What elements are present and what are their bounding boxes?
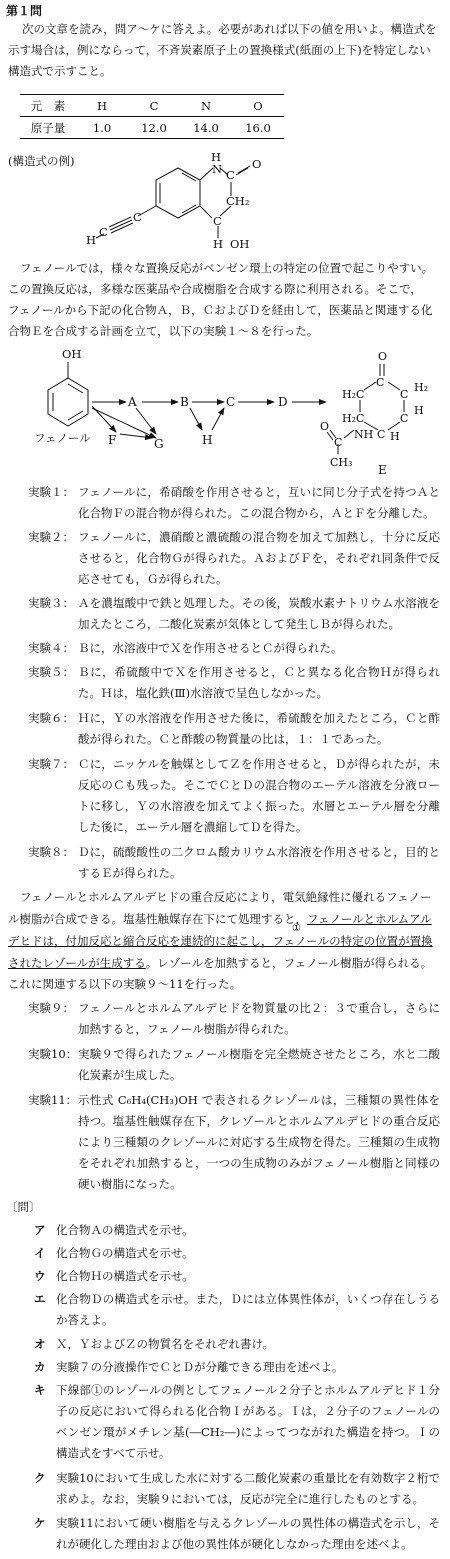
experiment-label: 実験１： (28, 485, 74, 499)
atom-label: CH₂ (226, 194, 250, 208)
atom-label: H (213, 237, 224, 251)
experiment-6 (28, 708, 440, 750)
element-cell: C (149, 98, 159, 113)
question-label: ア (34, 1223, 46, 1237)
mass-cell: 1.0 (92, 120, 112, 135)
underlined-text: フェノールの特定の位置が置換 (272, 934, 433, 948)
experiment-label: 実験３： (28, 596, 74, 610)
question-a (34, 1220, 440, 1241)
atom-label: C (377, 428, 386, 441)
experiment-2 (28, 527, 440, 590)
reaction-scheme-diagram (20, 342, 430, 478)
paragraph-line: 合物Ｅを合成する計画を立て，以下の実験１～８を行った。 (8, 324, 319, 338)
mass-cell: 14.0 (193, 120, 219, 135)
experiment-label: 実験７： (28, 757, 74, 771)
experiment-label: 実験２： (28, 530, 74, 544)
example-structure-diagram (80, 148, 310, 256)
atom-label: NH (354, 428, 374, 441)
experiment-text: Ｄに，硫酸酸性の二クロム酸カリウム水溶液を作用させると，目的とするＥが得られた。 (78, 845, 440, 880)
question-label: ウ (34, 1269, 46, 1283)
question-text: Ｘ，ＹおよびＺの物質名をそれぞれ書け。 (56, 1337, 275, 1351)
question-ki (34, 1380, 440, 1464)
compound-f-label: F (108, 433, 117, 447)
experiment-8 (28, 842, 440, 884)
mass-cell: 12.0 (141, 120, 167, 135)
atom-label: C (400, 412, 409, 425)
experiment-3 (28, 593, 440, 635)
experiment-9 (28, 998, 440, 1040)
experiment-label: 実験５： (28, 665, 74, 679)
experiment-text: Ｈに，Ｙの水溶液を作用させた後に，希硫酸を加えたところ，Ｃと酢酸が得られた。Ｃと酢酸の物質量の比は，１：１であった。 (78, 711, 440, 746)
question-ku (34, 1468, 440, 1510)
experiment-10 (28, 1044, 440, 1086)
underlined-text: フェノールとホルムアル (307, 912, 432, 926)
underlined-text: されたレゾールが生成する (8, 956, 146, 970)
question-label: ク (34, 1471, 46, 1485)
question-text: 化合物Ａの構造式を示せ。 (56, 1223, 194, 1237)
question-i (34, 1243, 440, 1264)
experiment-11 (28, 1090, 440, 1195)
element-cell: N (200, 98, 212, 113)
question-text: 化合物Ｇの構造式を示せ。 (56, 1246, 194, 1260)
paragraph-line: これに関連する以下の実験９～11を行った。 (8, 977, 242, 991)
atom-label: N (212, 162, 223, 176)
atom-label: H (211, 150, 222, 164)
intro-line: 構造式で示すこと。 (8, 64, 112, 78)
experiment-text: 示性式 C₆H₄(CH₃)OH で表されるクレゾールは，三種類の異性体を持つ。塩基性触媒存在下，クレゾールとホルムアルデヒドの重合反応により三種類のクレゾールに対応する生成物を得た。三種類の生成物をそれぞれ加熱すると，一つの生成物のみがフェノール樹脂と同様の硬い樹脂になった。 (78, 1093, 440, 1191)
atomic-mass-table (20, 94, 284, 139)
compound-c-label: C (226, 395, 236, 409)
element-header: 元 素 (30, 98, 66, 113)
compound-d-label: D (278, 395, 288, 409)
atom-label: H₂ (414, 381, 429, 394)
compound-e-label: E (378, 463, 387, 477)
question-text: 化合物Ｄの構造式を示せ。また，Ｄには立体異性体が，いくつ存在しうるか答えよ。 (56, 1292, 440, 1327)
experiment-7 (28, 754, 440, 838)
element-cell: H (96, 98, 108, 113)
atom-label: O (252, 157, 262, 171)
experiment-text: フェノールとホルムアルデヒドを物質量の比２：３で重合し，さらに加熱すると，フェノール樹脂が得られた。 (78, 1001, 440, 1036)
experiment-label: 実験８： (28, 845, 74, 859)
question-text: 化合物Ｈの構造式を示せ。 (56, 1269, 194, 1283)
experiment-label: 実験４： (28, 641, 74, 655)
atom-label: C (133, 210, 142, 224)
compound-b-label: B (180, 395, 189, 409)
mass-cell: 16.0 (245, 120, 271, 135)
experiment-5 (28, 662, 440, 704)
experiment-text: フェノールに，希硝酸を作用させると，互いに同じ分子式を持つＡと化合物Ｆの混合物が得られた。この混合物から，ＡとＦを分離した。 (78, 485, 440, 520)
intro-line: 示す場合は，例にならって，不斉炭素原子上の置換様式(紙面の上下)を特定しない (8, 43, 431, 57)
intro-line: 次の文章を読み，問ア～ケに答えよ。必要があれば以下の値を用いよ。構造式を (22, 22, 437, 36)
experiment-4 (28, 638, 440, 659)
question-label: イ (34, 1246, 46, 1260)
atom-label: C (376, 376, 385, 389)
experiment-label: 実験６： (28, 711, 74, 725)
atom-label: C (99, 225, 108, 239)
compound-h-label: H (202, 433, 213, 447)
question-o (34, 1334, 440, 1355)
underline-marker: ① (292, 923, 301, 934)
question-label: ケ (34, 1516, 46, 1530)
paragraph-line (8, 932, 433, 951)
atom-label: H (390, 430, 400, 443)
experiment-text: Ｂに，希硫酸中でＸを作用させると，Ｃと異なる化合物Ｈが得られた。Ｈは，塩化鉄(Ⅲ)水溶液で呈色しなかった。 (78, 665, 440, 700)
atom-label: H₂C (342, 388, 365, 401)
atom-label: CH₃ (330, 456, 353, 469)
text-span: 。レゾールを加熱すると，フェノール樹脂が得られる。 (145, 956, 433, 970)
atom-label: O (320, 420, 330, 433)
atom-label: OH (230, 237, 250, 251)
experiment-1 (28, 482, 440, 524)
question-ka (34, 1357, 440, 1378)
underlined-text: デヒドは，付加反応と縮合反応を連続的に起こし， (8, 934, 273, 948)
atom-label: C (226, 168, 235, 182)
question-text: 下線部①のレゾールの例としてフェノール２分子とホルムアルデヒド１分子の反応において得られる化合物Ｉがある。Ｉは，２分子のフェノールのベンゼン環がメチレン基(―CH₂―)によってつながれた構造を持つ。Ｉの構造式をすべて示せ。 (56, 1383, 440, 1460)
experiment-label: 実験10： (28, 1047, 78, 1061)
paragraph-line: フェノールとホルムアルデヒドの重合反応により，電気絶縁性に優れるフェノー (20, 890, 432, 904)
phenol-label: フェノール (34, 431, 91, 445)
atom-label: C (334, 436, 343, 449)
atom-label: C (400, 388, 409, 401)
question-label: キ (34, 1383, 46, 1397)
element-cell: O (253, 98, 263, 113)
experiment-text: 実験９で得られたフェノール樹脂を完全燃焼させたところ，水と二酸化炭素が生成した。 (78, 1047, 440, 1082)
question-u (34, 1266, 440, 1287)
atom-label: H (86, 233, 97, 247)
paragraph-line (8, 910, 432, 929)
paragraph-line: この置換反応は，多様な医薬品や合成樹脂を合成する際に利用される。そこで， (8, 282, 422, 296)
paragraph-line (8, 954, 432, 973)
atom-label: C (213, 214, 222, 228)
compound-a-label: A (128, 395, 137, 409)
experiment-label: 実験９： (28, 1001, 74, 1015)
question-text: 実験10において生成した水に対する二酸化炭素の重量比を有効数字２桁で求めよ。なお，実験９においては，反応が完全に進行したものとする。 (56, 1471, 440, 1506)
experiment-text: フェノールに，濃硝酸と濃硫酸の混合物を加えて加熱し，十分に反応させると，化合物Ｇが得られた。ＡおよびＦを，それぞれ同条件で反応させても，Ｇが得られた。 (78, 530, 440, 586)
experiment-label: 実験11： (28, 1093, 78, 1107)
question-label: オ (34, 1337, 46, 1351)
problem-heading: 第１問 (6, 4, 43, 18)
text-span: ル樹脂が合成できる。塩基性触媒存在下にて処理すると， (8, 912, 307, 926)
question-text: 実験11において硬い樹脂を与えるクレゾールの異性体の構造式を示し，それが硬化した理由および他の異性体が硬化しなかった理由を述べよ。 (56, 1516, 440, 1551)
questions-heading: 〔問〕 (6, 1200, 41, 1214)
mass-header: 原子量 (30, 120, 66, 135)
paragraph-line: フェノールから下記の化合物Ａ，Ｂ，ＣおよびＤを経由して，医薬品と関連する化 (8, 303, 433, 317)
experiment-text: Ｂに，水溶液中でＸを作用させるとＣが得られた。 (78, 641, 343, 655)
question-e (34, 1289, 440, 1331)
experiment-text: Ｃに，ニッケルを触媒としてＺを作用させると，Ｄが得られたが，未反応のＣも残った。そこでＣとＤの混合物のエーテル溶液を分液ロートに移し，Ｙの水溶液を加えてよく振った。水層とエーテル層を分離した後に，エーテル層を濃縮してＤを得た。 (78, 757, 440, 834)
paragraph-line: フェノールでは，様々な置換反応がベンゼン環上の特定の位置で起こりやすい。 (20, 261, 434, 275)
atom-label: H₂C (342, 412, 365, 425)
atom-label: H (414, 404, 424, 417)
compound-g-label: G (154, 437, 164, 451)
question-label: カ (34, 1360, 46, 1374)
atom-label: O (378, 350, 388, 363)
experiment-text: Ａを濃塩酸中で鉄と処理した。その後，炭酸水素ナトリウム水溶液を加えたところ，二酸化炭素が気体として発生しＢが得られた。 (78, 596, 440, 631)
example-label: (構造式の例) (8, 154, 75, 168)
question-text: 実験７の分液操作でＣとＤが分離できる理由を述べよ。 (56, 1360, 344, 1374)
question-label: エ (34, 1292, 46, 1306)
atom-label: OH (62, 347, 82, 361)
question-ke (34, 1513, 440, 1555)
